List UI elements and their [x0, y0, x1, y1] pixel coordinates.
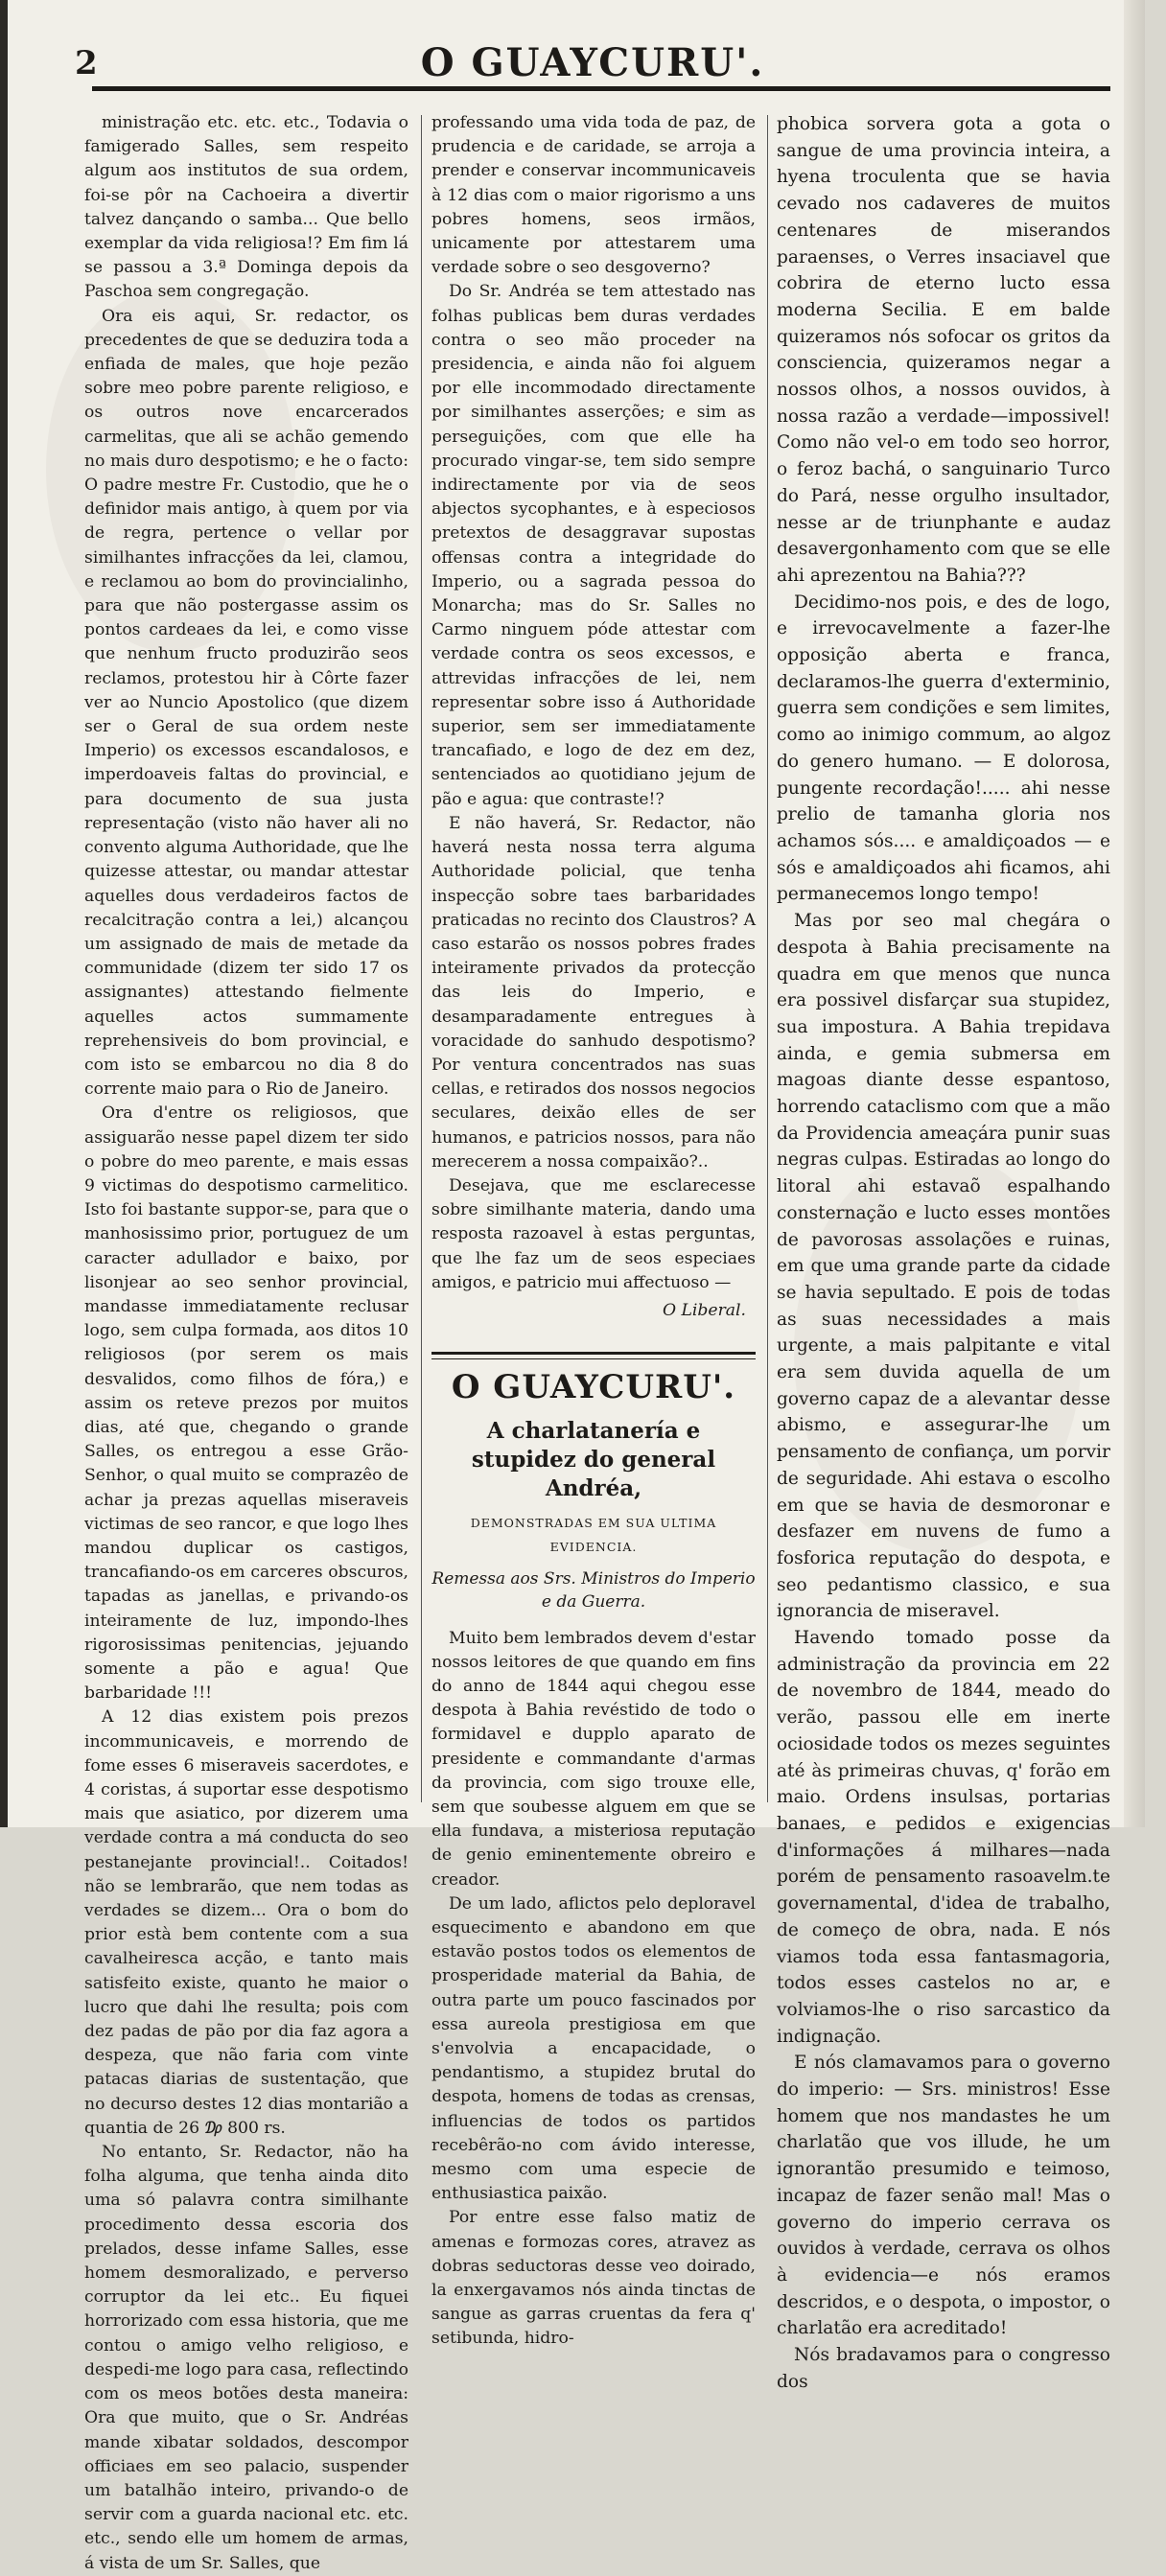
paragraph: ministração etc. etc. etc., Todavia o famigerado Salles, sem respeito algum aos institutos de sua ordem, foi-se pôr na Cachoeira a divertir talvez dançando o samba... Que bello exemplar da vida religiosa!? Em fim lá se passou a 3.ª Dominga depois da Paschoa sem congregação. [84, 113, 408, 302]
paragraph: Muito bem lembrados devem d'estar nossos leitores de que quando em fins do anno de 1844 aqui chegou esse despota à Bahia revéstido de todo o formidavel e dupplo aparato de presidente e commandante d'armas da provincia, com sigo trouxe elle, sem que soubesse alguem em que se ella fundava, a misteriosa reputação de genio eminentemente obreiro e creador. [431, 1628, 756, 1890]
paragraph: Nós bradavamos para o congresso dos [777, 2345, 1110, 2392]
text-columns [84, 111, 1110, 2573]
paragraph: E não haverá, Sr. Redactor, não haverá nesta nossa terra alguma Authoridade policial, que tenha inspecção sobre taes barbaridades praticadas no recinto dos Claustros? A caso estarão os nossos pobres frades inteiramente privados da protecção das leis do Imperio, e desamparadamente entregues à voracidade do sanhudo despotismo? Por ventura concentrados nas suas cellas, e retirados dos nossos negocios seculares, deixão elles de ser humanos, e patricios nossos, para não merecerem a nossa compaixão?.. [431, 813, 756, 1172]
paragraph: Do Sr. Andréa se tem attestado nas folhas publicas bem duras verdades contra o seo mão proceder na presidencia, e ainda não foi alguem por elle incommodado directamente por similhantes asserções; e sim as perseguições, com que elle ha procurado vingar-se, tem sido sempre indirectamente por via de seos abjectos sycophantes, e à especiosos pretextos de desaggravar supostas offensas contra a integridade do Imperio, ou a sagrada pessoa do Monarcha; mas do Sr. Salles no Carmo ninguem póde attestar com verdade contra os seos excessos, e attrevidas infracções de lei, nem representar sobre isso á Authoridade superior, sem ser immediatamente trancafiado, e logo de dez em dez, sentenciados ao quotidiano jejum de pão e agua: que contraste!? [431, 282, 756, 809]
article-headline: A charlatanería e stupidez do general Andréa, [471, 1418, 716, 1502]
paragraph: Por entre esse falso matiz de amenas e formozas cores, atravez as dobras seductoras desse veo doirado, la enxergavamos nós ainda tinctas de sangue as garras cruentas da fera q' setibunda, hidro- [431, 2208, 756, 2349]
column-2 [431, 111, 756, 2349]
column-divider [767, 115, 768, 1802]
letter-signature: O Liberal. [662, 1300, 746, 1320]
paragraph: Mas por seo mal chegára o despota à Bahia precisamente na quadra em que menos que nunca era possivel disfarçar sua stupidez, sua impostura. A Bahia trepidava ainda, e gemia submersa em magoas diante desse espantoso, horrendo cataclismo com que a mão da Providencia ameaçára punir suas negras culpas. Estiradas ao longo do litoral ahi estavaõ espalhando consternação e lucto esses montões de pavorosas assolações e ruinas, em que uma grande parte da cidade se havia sepultado. E pois de todas as suas necessidades a mais urgente, a mais palpitante e vital era sem duvida aquella de um governo capaz de a alevantar desse abismo, e assegurar-lhe um pensamento de confiança, um porvir de seguridade. Ahi estava o escolho em que se havia de desmoronar e desfazer em nuvens de fumo a fosforica reputação do despota, e seo pedantismo classico, e sua ignorancia de miseravel. [777, 911, 1110, 1622]
paragraph: Desejava, que me esclarecesse sobre similhante materia, dando uma resposta razoavel à estas perguntas, que lhe faz um de seos especiaes amigos, e patricio mui affectuoso — [431, 1175, 756, 1292]
masthead [75, 33, 1110, 90]
column-3 [777, 111, 1110, 2392]
column-divider [421, 115, 422, 1802]
binding-edge [0, 0, 8, 1827]
paragraph: phobica sorvera gota a gota o sangue de uma provincia inteira, a hyena troculenta que se havia cevado nos cadaveres de muitos centenares de miserandos paraenses, o Verres insaciavel que cobrira de eterno lucto essa moderna Secilia. E em balde quizeramos nós sofocar os gritos da consciencia, quizeramos negar a nossos olhos, a nossos ouvidos, à nossa razão a verdade—impossivel! Como não vel-o em todo seo horror, o feroz bachá, o sanguinario Turco do Pará, nesse orgulho insultador, nesse ar de triunphante e audaz desavergonhamento com que se elle ahi aprezentou na Bahia??? [777, 114, 1110, 586]
page-number: 2 [75, 44, 98, 82]
section-rule-thin [431, 1358, 756, 1359]
section-title: O GUAYCURU'. [451, 1368, 736, 1407]
masthead-rule [92, 86, 1110, 91]
paragraph: A 12 dias existem pois prezos incommunicaveis, e morrendo de fome esses 6 miseraveis sacerdotes, e 4 coristas, á suportar esse despotismo mais que asiatico, por dizerem uma verdade contra a má conducta do seo pestanejante provincial!.. Coitados! não se lembrarão, que nem todas as verdades se dizem... Ora o bom do prior està bem contente com a sua cavalheiresca acção, e tanto mais satisfeito existe, quanto he maior o lucro que dahi lhe resulta; pois com dez padas de pão por dia faz agora a despeza, que não faria com vinte patacas diarias de sustentação, que no decurso destes 12 dias montarião a quantia de 26 ₯ 800 rs. [84, 1707, 408, 2138]
paragraph: E nós clamavamos para o governo do imperio: — Srs. ministros! Esse homem que nos mandastes he um charlatão que vos illude, he um ignorantão presumido e teimoso, incapaz de fazer senão mal! Mas o governo do imperio cerrava os ouvidos à verdade, cerrava os olhos à evidencia—e nós eramos descridos, e o despota, o impostor, o charlatão era acreditado! [777, 2053, 1110, 2339]
article-dedication: Remessa aos Srs. Ministros do Imperio e da Guerra. [431, 1568, 756, 1612]
page-edge-shadow [1124, 0, 1145, 1827]
paragraph: Havendo tomado posse da administração da provincia em 22 de novembro de 1844, meado do verão, passou elle em inerte ociosidade todos os mezes seguintes até às primeiras chuvas, q' forão em maio. Ordens insulsas, portarias banaes, e pedidos e exigencias d'informações á milhares—nada porém de pensamento rasoavelm.te governamental, d'idea de trabalho, de começo de obra, nada. E nós viamos toda essa fantasmagoria, todos esses castelos no ar, e volviamos-lhe o riso sarcastico da indignação. [777, 1628, 1110, 2047]
paragraph: Ora d'entre os religiosos, que assiguarão nesse papel dizem ter sido o pobre do meo parente, e mais essas 9 victimas do despotismo carmelitico. Isto foi bastante suppor-se, para que o manhosissimo prior, portuguez de um caracter adullador e baixo, por lisonjear ao seo senhor provincial, mandasse immediatamente reclusar logo, sem culpa formada, aos ditos 10 religiosos (por serem os mais desvalidos, como filhos de fóra,) e assim os reteve prezos por muitos dias, até que, chegando o grande Salles, os entregou a esse Grão-Senhor, o qual muito se comprazêo de achar ja prezas aquellas miseraveis victimas de seo rancor, e que logo lhes mandou duplicar os castigos, trancafiando-os em carceres obscuros, tapadas as janellas, e privando-os inteiramente de luz, impondo-lhes rigorosissimas penitencias, jejuando somente a pão e agua! Que barbaridade !!! [84, 1103, 408, 1704]
paragraph: professando uma vida toda de paz, de prudencia e de caridade, se arroja a prender e conservar incommunicaveis à 12 dias com o maior rigorismo a uns pobres homens, seos irmãos, unicamente por attestarem uma verdade sobre o seo desgoverno? [431, 113, 756, 278]
article-subhead: DEMONSTRADAS EM SUA ULTIMA EVIDENCIA. [470, 1516, 717, 1555]
paragraph: No entanto, Sr. Redactor, não ha folha alguma, que tenha ainda dito uma só palavra contra similhante procedimento dessa escoria dos prelados, desse infame Salles, esse homem desmoralizado, e perverso corruptor da lei etc.. Eu fiquei horrorizado com essa historia, que me contou o amigo velho religioso, e despedi-me logo para casa, reflectindo com os meos botões desta maneira: Ora que muito, que o Sr. Andréas mande xibatar soldados, descompor officiaes em seo palacio, suspender um batalhão inteiro, privando-o de servir com a guarda nacional etc. etc. etc., sendo elle um homem de armas, á vista de um Sr. Salles, que [84, 2143, 408, 2573]
column-1 [84, 111, 408, 2573]
section-rule [431, 1352, 756, 1355]
paragraph: De um lado, aflictos pelo deploravel esquecimento e abandono em que estavão postos todos os elementos de prosperidade material da Bahia, de outra parte um pouco fascinados por essa aureola prestigiosa em que s'envolvia a encapacidade, o pendantismo, a stupidez brutal do despota, homens de todas as crensas, influencias de todos os partidos recebêrão-no com ávido interesse, mesmo com uma especie de enthusiastica paixão. [431, 1893, 756, 2204]
paper-name: O GUAYCURU'. [420, 40, 765, 85]
paragraph: Decidimo-nos pois, e des de logo, e irrevocavelmente a fazer-lhe opposição aberta e franca, declaramos-lhe guerra d'exterminio, guerra sem condições e sem limites, como ao inimigo commum, ao algoz do genero humano. — E dolorosa, pungente recordação!..... ahi nesse prelio de tamanha gloria nos achamos sós.... e amaldiçoados — e sós e amaldiçoados ahi ficamos, ahi permanecemos longo tempo! [777, 592, 1110, 905]
newspaper-page [8, 0, 1145, 2573]
paragraph: Ora eis aqui, Sr. redactor, os precedentes de que se deduzira toda a enfiada de males, que hoje pezão sobre meo pobre parente religioso, e os outros nove encarcerados carmelitas, que ali se achão gemendo no mais duro despotismo; e he o facto: O padre mestre Fr. Custodio, que he o definidor mais antigo, à quem por via de regra, pertence o vellar por similhantes infracções da lei, clamou, e reclamou ao bom do provincialinho, para que não postergasse assim os pontos cardeaes da lei, e como visse que nenhum fructo produzirão seos reclamos, protestou hir à Côrte fazer ver ao Nuncio Apostolico (que dizem ser o Geral de sua ordem neste Imperio) os excessos escandalosos, e imperdoaveis faltas do provincial, e para documento de sua justa representação (visto não haver ali no convento alguma Authoridade, que lhe quizesse attestar, ou mandar attestar aquelles dous verdadeiros factos de recalcitração contra a lei,) alcançou um assignado de mais de metade da communidade (dizem ter sido 17 os assignantes) attestando fielmente aquelles actos summamente reprehensiveis do bom provincial, e com isto se embarcou no dia 8 do corrente maio para o Rio de Janeiro. [84, 306, 408, 1100]
